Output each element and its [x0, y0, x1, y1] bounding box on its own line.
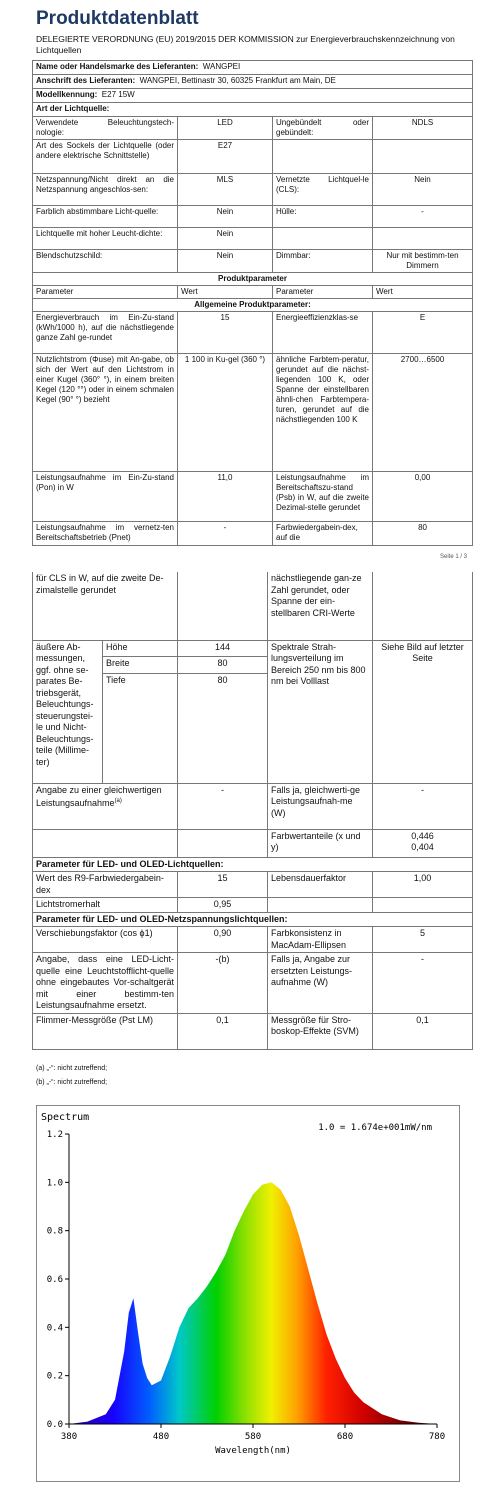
life-value: 1,00 — [373, 872, 473, 898]
type_rows-1-label-2 — [273, 140, 373, 174]
p1_rows-0-value: 15 — [178, 312, 273, 354]
general-params-header: Allgemeine Produktparameter: — [33, 299, 473, 312]
equiv-value-2: - — [373, 783, 473, 829]
spectrum-chart — [37, 1106, 459, 1481]
type_rows-3-label-2: Hülle: — [273, 206, 373, 228]
x-tick-label: 780 — [428, 1432, 446, 1442]
p1_rows-2-label-2: Leistungsaufnahme im Bereitschaftszu-stand (Psb) in W, auf die zweite Dezimal-stelle gerundet — [273, 472, 373, 522]
supplier-address: WANGPEI, Bettinastr 30, 60325 Frankfurt am Main, DE — [139, 76, 336, 85]
type_rows-5-label: Blendschutzschild: — [33, 250, 178, 273]
life-label: Lebensdauerfaktor — [268, 872, 373, 898]
mains-params-header: Parameter für LED- und OLED-Netzspannungslichtquellen: — [33, 912, 473, 927]
chroma-y-value: 0,404 — [411, 842, 434, 852]
r9-value: 15 — [178, 872, 268, 898]
p1_rows-3-label: Leistungsaufnahme im vernetz-ten Bereitschaftsbetrieb (Pnet) — [33, 522, 178, 546]
x-tick-label: 480 — [152, 1432, 170, 1442]
p1_rows-3-label-2: Farbwiedergabein-dex, auf die — [273, 522, 373, 546]
datasheet-table-page1 — [32, 60, 472, 546]
y-tick-label: 0.2 — [46, 1371, 63, 1382]
flicker-value: 0,1 — [178, 1013, 268, 1049]
type_rows-5-value-2: Nur mit bestimm-ten Dimmern — [373, 250, 473, 273]
strobo-value: 0,1 — [373, 1013, 473, 1049]
type_rows-1-label: Art des Sockels der Lichtquelle (oder andere elektrische Schnittstelle) — [33, 140, 178, 174]
type_rows-2-value: MLS — [178, 174, 273, 206]
dimensions-label: äußere Ab-messungen, ggf. ohne se-parates Be-triebsgerät, Beleuchtungs-steuerungstei-le und Nicht-Beleuchtungs-teile (Millime-ter) — [33, 640, 103, 783]
y-tick-label: 1.2 — [46, 1130, 63, 1140]
p1_rows-1-label: Nutzlichtstrom (Φuse) mit An-gabe, ob sich der Wert auf den Lichtstrom in einer Kugel (360° °), in einem breiten Kegel (120 °°) oder in einem schmalen Kegel (90° °) bezieht — [33, 354, 178, 472]
footnote-b: (b) „-“: nicht zutreffend; — [36, 1079, 108, 1086]
replace-value-2: - — [373, 953, 473, 1014]
cont-label-2: nächstliegende gan-ze Zahl gerundet, oder Spanne der ein-stellbaren CRI-Werte — [268, 572, 373, 640]
y-tick-label: 0.4 — [46, 1323, 63, 1334]
shift-value: 0,90 — [178, 927, 268, 953]
r9-label: Wert des R9-Farbwiedergabein-dex — [33, 872, 178, 898]
col-header-param: Parameter — [33, 286, 178, 299]
x-tick-label: 580 — [244, 1432, 262, 1442]
type_rows-4-label: Lichtquelle mit hoher Leucht-dichte: — [33, 228, 178, 250]
equiv-label-2: Falls ja, gleichwerti-ge Leistungsaufnah-me (W) — [268, 783, 373, 829]
equiv-value: - — [178, 783, 268, 829]
p1_rows-0-label-2: Energieeffizienzklas-se — [273, 312, 373, 354]
replace-label: Angabe, dass eine LED-Licht-quelle eine Leuchtstofflicht-quelle ohne eingebautes Vor-schaltgerät mit einer bestimm-ten Leistungsaufnahme ersetzt. — [33, 953, 178, 1014]
p1_rows-1-value: 1 100 in Ku-gel (360 °) — [178, 354, 273, 472]
footnote-a: (a) „-“: nicht zutreffend; — [36, 1065, 108, 1072]
chroma-label: Farbwertanteile (x und y) — [268, 829, 373, 857]
type_rows-4-label-2 — [273, 228, 373, 250]
light-source-type-label: Art der Lichtquelle: — [33, 103, 473, 117]
col-header-value-2: Wert — [373, 286, 473, 299]
dim-width-label: Breite — [103, 657, 178, 674]
led-params-header: Parameter für LED- und OLED-Lichtquellen: — [33, 857, 473, 872]
p1_rows-2-value-2: 0,00 — [373, 472, 473, 522]
col-header-value: Wert — [178, 286, 273, 299]
page-title: Produktdatenblatt — [36, 8, 199, 29]
spectrum-chart-frame — [36, 1105, 460, 1482]
p1_rows-2-value: 11,0 — [178, 472, 273, 522]
page-number: Seite 1 / 3 — [440, 554, 468, 560]
type_rows-2-value-2: Nein — [373, 174, 473, 206]
supplier-name: WANGPEI — [202, 62, 241, 71]
spectral-label: Spektrale Strah-lungsverteilung im Bereich 250 nm bis 800 nm bei Volllast — [268, 640, 373, 783]
y-tick-label: 0.8 — [46, 1226, 63, 1237]
type_rows-3-value-2: - — [373, 206, 473, 228]
x-tick-label: 680 — [336, 1432, 354, 1442]
type_rows-0-label: Verwendete Beleuchtungstech-nologie: — [33, 117, 178, 140]
chart-title: Spectrum — [41, 1112, 90, 1123]
type_rows-3-label: Farblich abstimmbare Licht-quelle: — [33, 206, 178, 228]
x-axis-label: Wavelength(nm) — [215, 1446, 291, 1456]
type_rows-0-value-2: NDLS — [373, 117, 473, 140]
dim-depth-label: Tiefe — [103, 673, 178, 783]
dim-height-label: Höhe — [103, 640, 178, 657]
regulation-text: DELEGIERTE VERORDNUNG (EU) 2019/2015 DER KOMMISSION zur Energieverbrauchskennzeichnung von Lichtquellen — [36, 34, 455, 55]
datasheet-table-page2 — [32, 572, 472, 1050]
product-params-header: Produktparameter — [33, 273, 473, 286]
type_rows-3-value: Nein — [178, 206, 273, 228]
type_rows-2-label-2: Vernetzte Lichtquel-le (CLS): — [273, 174, 373, 206]
model-label: Modellkennung: — [36, 90, 98, 99]
lum-value: 0,95 — [178, 898, 268, 913]
p1_rows-0-value-2: E — [373, 312, 473, 354]
spectral-value: Siehe Bild auf letzter Seite — [373, 640, 473, 783]
type_rows-0-value: LED — [178, 117, 273, 140]
chart-annotation: 1.0 = 1.674e+001mW/nm — [318, 1123, 432, 1133]
p1_rows-1-label-2: ähnliche Farbtem-peratur, gerundet auf die nächst-liegenden 100 K, oder Spanne der einstellbaren ähnli-chen Farbtempera-turen, gerundet auf die nächstliegenden 100 K — [273, 354, 373, 472]
macadam-value: 5 — [373, 927, 473, 953]
p1_rows-1-value-2: 2700…6500 — [373, 354, 473, 472]
p1_rows-0-label: Energieverbrauch im Ein-Zu-stand (kWh/1000 h), auf die nächstliegende ganze Zahl ge-rundet — [33, 312, 178, 354]
shift-label: Verschiebungsfaktor (cos ϕ1) — [33, 927, 178, 953]
y-tick-label: 0.0 — [46, 1420, 63, 1430]
type_rows-1-value: E27 — [178, 140, 273, 174]
p1_rows-2-label: Leistungsaufnahme im Ein-Zu-stand (Pon) in W — [33, 472, 178, 522]
replace-value: -(b) — [178, 953, 268, 1014]
lum-label: Lichtstromerhalt — [33, 898, 178, 913]
type_rows-5-label-2: Dimmbar: — [273, 250, 373, 273]
type_rows-4-value: Nein — [178, 228, 273, 250]
dim-depth-value: 80 — [178, 673, 268, 783]
supplier-name-label: Name oder Handelsmarke des Lieferanten: — [36, 62, 199, 71]
x-tick-label: 380 — [60, 1432, 78, 1442]
dim-width-value: 80 — [178, 657, 268, 674]
replace-label-2: Falls ja, Angabe zur ersetzten Leistungs-aufnahme (W) — [268, 953, 373, 1014]
equiv-footnote-mark: (a) — [114, 798, 122, 804]
model-value: E27 15W — [101, 90, 135, 99]
type_rows-0-label-2: Ungebündelt oder gebündelt: — [273, 117, 373, 140]
chroma-x-value: 0,446 — [411, 830, 434, 841]
strobo-label: Messgröße für Stro-boskop-Effekte (SVM) — [268, 1013, 373, 1049]
dim-height-value: 144 — [178, 640, 268, 657]
p1_rows-3-value-2: 80 — [373, 522, 473, 546]
p1_rows-3-value: - — [178, 522, 273, 546]
type_rows-4-value-2 — [373, 228, 473, 250]
spectrum-area — [69, 1182, 437, 1424]
type_rows-5-value: Nein — [178, 250, 273, 273]
y-tick-label: 0.6 — [46, 1275, 63, 1285]
cont-label: für CLS in W, auf die zweite De-zimalstelle gerundet — [33, 572, 178, 640]
col-header-param-2: Parameter — [273, 286, 373, 299]
type_rows-1-value-2 — [373, 140, 473, 174]
equiv-label: Angabe zu einer gleichwertigen Leistungsaufnahme — [36, 784, 162, 808]
y-tick-label: 1.0 — [46, 1178, 63, 1189]
supplier-address-label: Anschrift des Lieferanten: — [36, 76, 136, 85]
flicker-label: Flimmer-Messgröße (Pst LM) — [33, 1013, 178, 1049]
macadam-label: Farbkonsistenz in MacAdam-Ellipsen — [268, 927, 373, 953]
type_rows-2-label: Netzspannung/Nicht direkt an die Netzspannung angeschlos-sen: — [33, 174, 178, 206]
